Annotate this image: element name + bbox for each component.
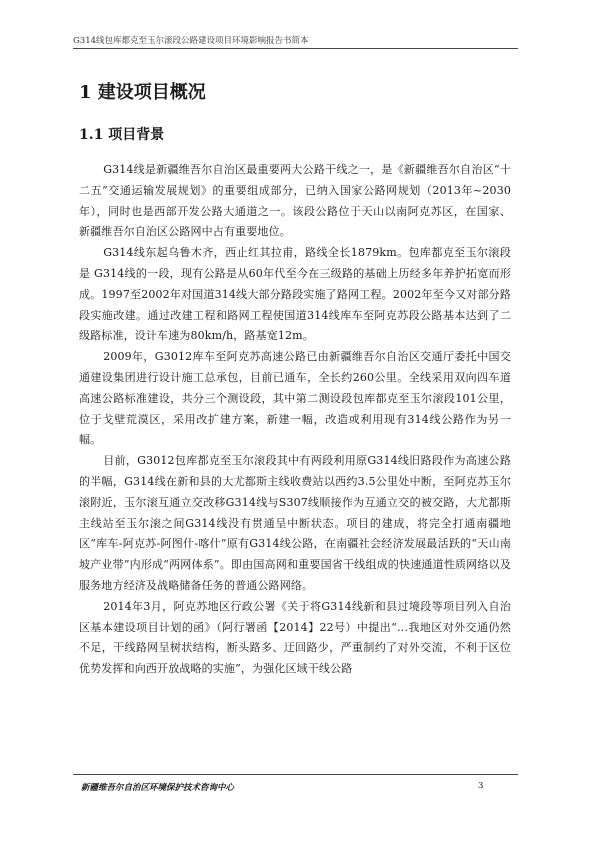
paragraph: 2009年，G3012库车至阿克苏高速公路已由新疆维吾尔自治区交通厅委托中国交通建设集团进行设计施工总承包，目前已通车，全长约260公里。全线采用双向四车道高速公路标准建设，共分三个测设段，其中第二测设段包库都克至玉尔滚段101公里，位于戈壁荒漠区，采用改扩建方案，新建一幅，改造或利用现有314线公路作为另一幅。 [79, 350, 511, 447]
subsection-heading: 1.1 项目背景 [79, 127, 165, 143]
paragraph: 目前，G3012包库都克至玉尔滚段其中有两段利用原G314线旧路段作为高速公路的半幅，G314线在新和县的大尤都斯主线收费站以西约3.5公里处中断，至阿克苏玉尔滚附近，玉尔滚互通立交改移G314线与S307线顺接作为互通立交的被交路，大尤都斯主线站至玉尔滚之间G314线没有贯通呈中断状态。项目的建成，将完全打通南疆地区“库车-阿克苏-阿图什-喀什”原有G314线公路，在南疆社会经济发展最活跃的“天山南坡产业带”内形成“两网体系”。即由国高网和重要国省干线组成的快速通道性质网络以及服务地方经济及战略储备任务的普通公路网络。 [79, 454, 511, 592]
body-text [79, 160, 511, 680]
running-header: G314线包库都克至玉尔滚段公路建设项目环境影响报告书简本 [73, 36, 309, 46]
header-rule [73, 48, 518, 49]
footer-rule [73, 774, 518, 775]
footer-organization: 新疆维吾尔自治区环境保护技术咨询中心 [81, 783, 235, 793]
page-number: 3 [478, 781, 484, 791]
section-heading: 1 建设项目概况 [79, 82, 206, 103]
paragraph: G314线东起乌鲁木齐，西止红其拉甫，路线全长1879km。包库都克至玉尔滚段是 G314线的一段，现有公路是从60年代至今在三级路的基础上历经多年养护拓宽而形成。1997至2002年对国道314线大部分路段实施了路网工程。2002年至今又对部分路段实施改建。通过改建工程和路网工程使国道314线库车至阿克苏段公路基本达到了二级路标准，设计车速为80km/h，路基宽12m。 [79, 246, 511, 343]
paragraph: 2014年3月，阿克苏地区行政公署《关于将G314线新和县过境段等项目列入自治区基本建设项目计划的函》（阿行署函【2014】22号）中提出“…我地区对外交通仍然不足，干线路网呈树状结构，断头路多、迂回路少，严重制约了对外交流，不利于区位优势发挥和向西开放战略的实施”，为强化区域干线公路 [79, 599, 511, 676]
paragraph: G314线是新疆维吾尔自治区最重要两大公路干线之一，是《新疆维吾尔自治区“十 二五”交通运输发展规划》的重要组成部分，已纳入国家公路网规划（2013年~2030 年），同时也是西部开发公路大通道之一。该段公路位于天山以南阿克苏区，在国家、 新疆维吾尔自治区公路网中占有重要地位。 [79, 163, 511, 239]
